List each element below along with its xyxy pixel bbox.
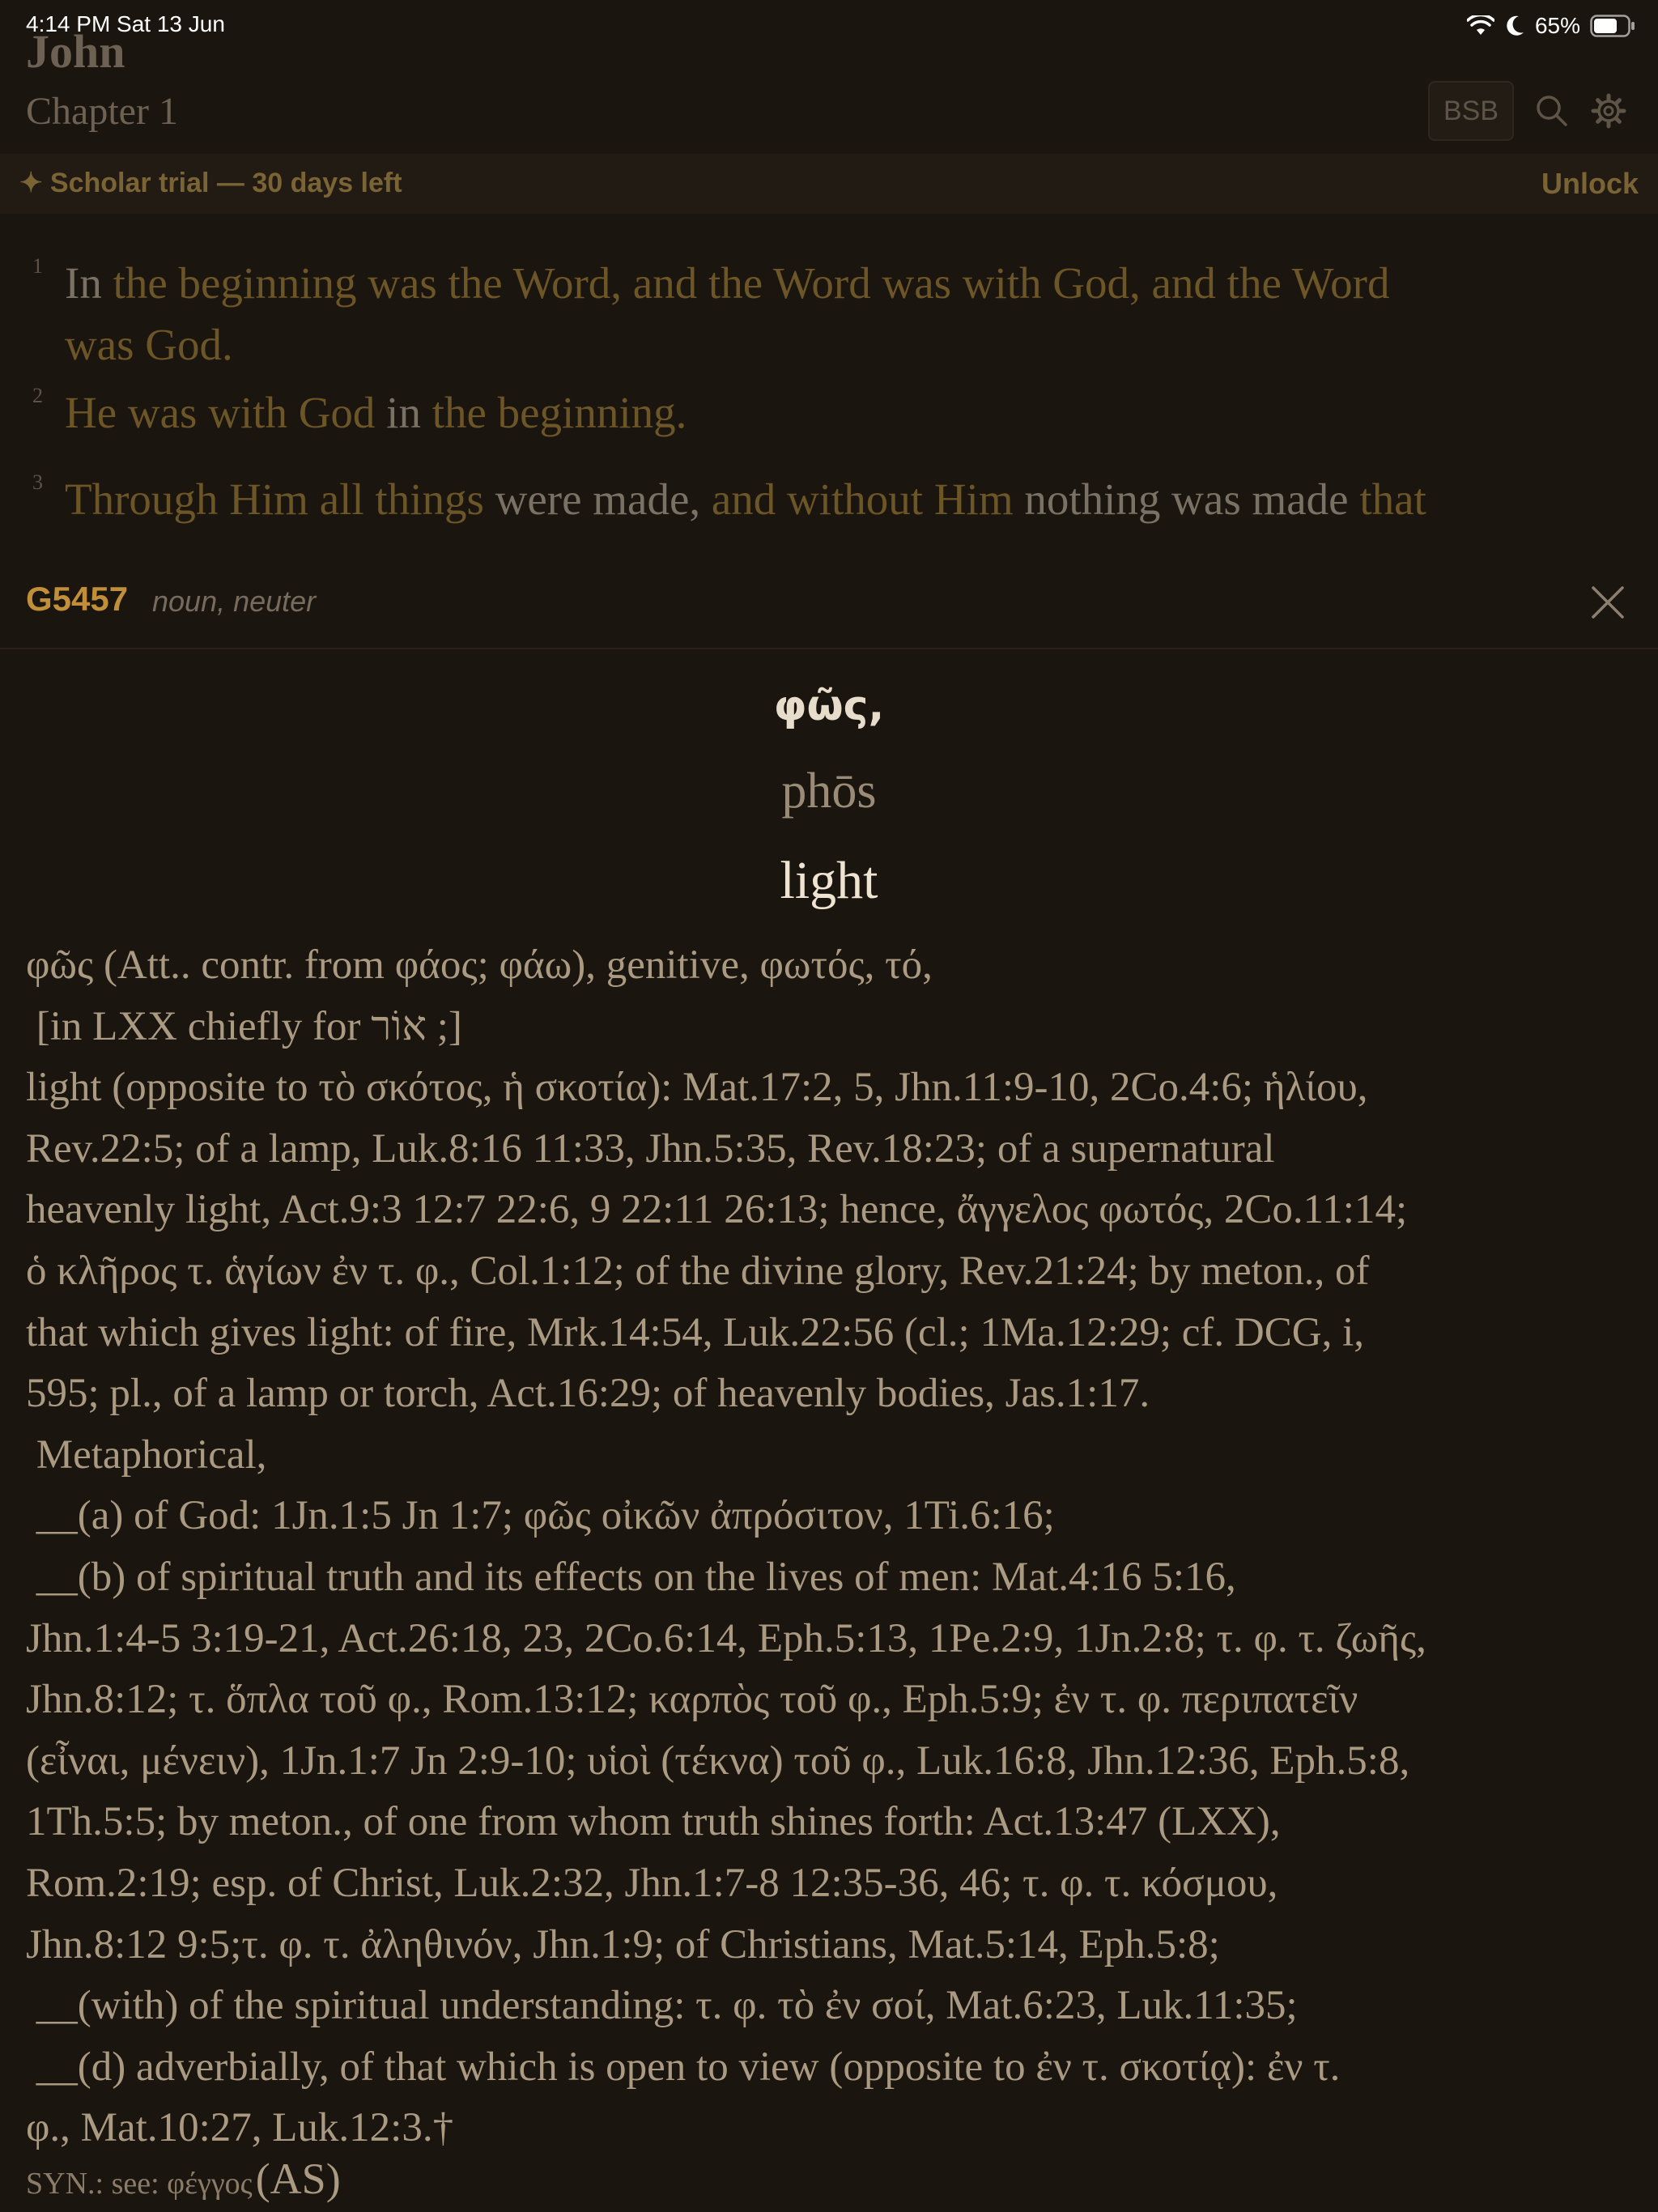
untagged-word: were made, (483, 474, 712, 524)
definition-line: that which gives light: of fire, Mrk.14:54, Luk.22:56 (cl.; 1Ma.12:29; cf. DCG, i, (26, 1309, 1365, 1355)
verse-line (65, 314, 1619, 376)
trial-banner (0, 154, 1658, 214)
lexicon-header (0, 567, 1658, 649)
verse-text (65, 382, 1619, 444)
tagged-word[interactable]: the beginning was the Word, and the Word was with God, and the Word (113, 258, 1390, 308)
definition-line: Metaphorical, (26, 1431, 267, 1478)
definition-line: 1Th.5:5; by meton., of one from whom truth shines forth: Act.13:47 (LXX), (26, 1799, 1281, 1845)
definition-line: φῶς (Att.. contr. from φάος; φάω), genitive, φωτός, τό, (26, 942, 933, 988)
gear-icon[interactable] (1590, 92, 1627, 130)
gloss: light (780, 851, 878, 910)
source-note: (AS) (255, 2155, 341, 2203)
verse-line (65, 382, 1619, 444)
untagged-word: nothing was made (1013, 474, 1360, 524)
status-bar (0, 0, 1658, 52)
verse-number: 3 (32, 470, 43, 494)
verse-list (0, 220, 1658, 544)
definition-line: Rev.22:5; of a lamp, Luk.8:16 11:33, Jhn.5:35, Rev.18:23; of a supernatural (26, 1125, 1275, 1172)
close-icon[interactable] (1588, 583, 1627, 622)
definition-line: __(a) of God: 1Jn.1:5 Jn 1:7; φῶς οἰκῶν ἀπρόσιτον, 1Ti.6:16; (26, 1493, 1055, 1539)
wifi-icon (1467, 15, 1494, 36)
battery-percentage: 65% (1534, 13, 1580, 38)
tagged-word[interactable]: He was with God (65, 388, 376, 437)
verse-number: 2 (32, 384, 43, 407)
tagged-word[interactable]: Through Him all things (65, 474, 484, 524)
translation-button[interactable]: BSB (1428, 81, 1514, 141)
definition-line: Jhn.1:4-5 3:19-21, Act.26:18, 23, 2Co.6:14, Eph.5:13, 1Pe.2:9, 1Jn.2:8; τ. φ. τ. ζωῆς, (26, 1615, 1426, 1661)
synonym-line (26, 2154, 341, 2204)
untagged-word: in (375, 388, 432, 437)
lexicon-definition (26, 935, 1641, 2159)
tagged-word[interactable]: the beginning. (432, 388, 687, 437)
status-indicators (1467, 10, 1635, 42)
definition-line: heavenly light, Act.9:3 12:7 22:6, 9 22:11 26:13; hence, ἄγγελος φωτός, 2Co.11:14; (26, 1187, 1408, 1233)
definition-line: __(with) of the spiritual understanding: τ. φ. τὸ ἐν σοί, Mat.6:23, Luk.11:35; (26, 1983, 1298, 2029)
definition-line: light (opposite to τὸ σκότος, ἡ σκοτία): Mat.17:2, 5, Jhn.11:9-10, 2Co.4:6; ἡλίου, (26, 1065, 1368, 1111)
definition-line: 595; pl., of a lamp or torch, Act.16:29; of heavenly bodies, Jas.1:17. (26, 1371, 1150, 1417)
verse-text (65, 253, 1619, 376)
definition-line: Jhn.8:12 9:5;τ. φ. τ. ἀληθινόν, Jhn.1:9; of Christians, Mat.5:14, Eph.5:8; (26, 1921, 1220, 1967)
verse-number: 1 (32, 254, 43, 278)
definition-line: φ., Mat.10:27, Luk.12:3.† (26, 2105, 454, 2151)
status-time-date: 4:14 PM Sat 13 Jun (26, 11, 225, 36)
part-of-speech: noun, neuter (152, 585, 317, 618)
definition-line: (εἶναι, μένειν), 1Jn.1:7 Jn 2:9-10; υἱοὶ (τέκνα) τοῦ φ., Luk.16:8, Jhn.12:36, Eph.5:8, (26, 1738, 1410, 1784)
tagged-word[interactable]: and without Him (711, 474, 1014, 524)
untagged-word: In (65, 258, 113, 308)
transliteration: phōs (781, 764, 877, 819)
verse-text (65, 469, 1619, 530)
synonym-label: SYN.: see: φέγγος (26, 2167, 253, 2201)
definition-line: ὁ κλῆρος τ. ἁγίων ἐν τ. φ., Col.1:12; of the divine glory, Rev.21:24; by meton., of (26, 1248, 1370, 1294)
trial-text: ✦ Scholar trial — 30 days left (19, 168, 402, 198)
chapter-title[interactable]: Chapter 1 (26, 90, 178, 133)
verse-line (65, 253, 1619, 314)
tagged-word[interactable]: was God. (65, 320, 233, 369)
unlock-button[interactable]: Unlock (1541, 167, 1639, 200)
search-icon[interactable] (1533, 92, 1571, 130)
definition-line: Jhn.8:12; τ. ὅπλα τοῦ φ., Rom.13:12; καρπὸς τοῦ φ., Eph.5:9; ἐν τ. φ. περιπατεῖν (26, 1677, 1358, 1723)
verse-line (65, 469, 1619, 530)
battery-icon (1590, 15, 1635, 37)
definition-line: [in LXX chiefly for אוֹר ;] (26, 1003, 462, 1049)
strongs-number: G5457 (26, 580, 129, 618)
definition-line: __(b) of spiritual truth and its effects on the lives of men: Mat.4:16 5:16, (26, 1554, 1236, 1600)
lemma: φῶς, (773, 682, 885, 730)
moon-icon (1504, 15, 1525, 37)
definition-line: __(d) adverbially, of that which is open to view (opposite to ἐν τ. σκοτίᾳ): ἐν τ. (26, 2044, 1341, 2090)
definition-line: Rom.2:19; esp. of Christ, Luk.2:32, Jhn.1:7-8 12:35-36, 46; τ. φ. τ. κόσμου, (26, 1860, 1278, 1906)
tagged-word[interactable]: that (1359, 474, 1426, 524)
book-title[interactable]: John (26, 25, 125, 78)
